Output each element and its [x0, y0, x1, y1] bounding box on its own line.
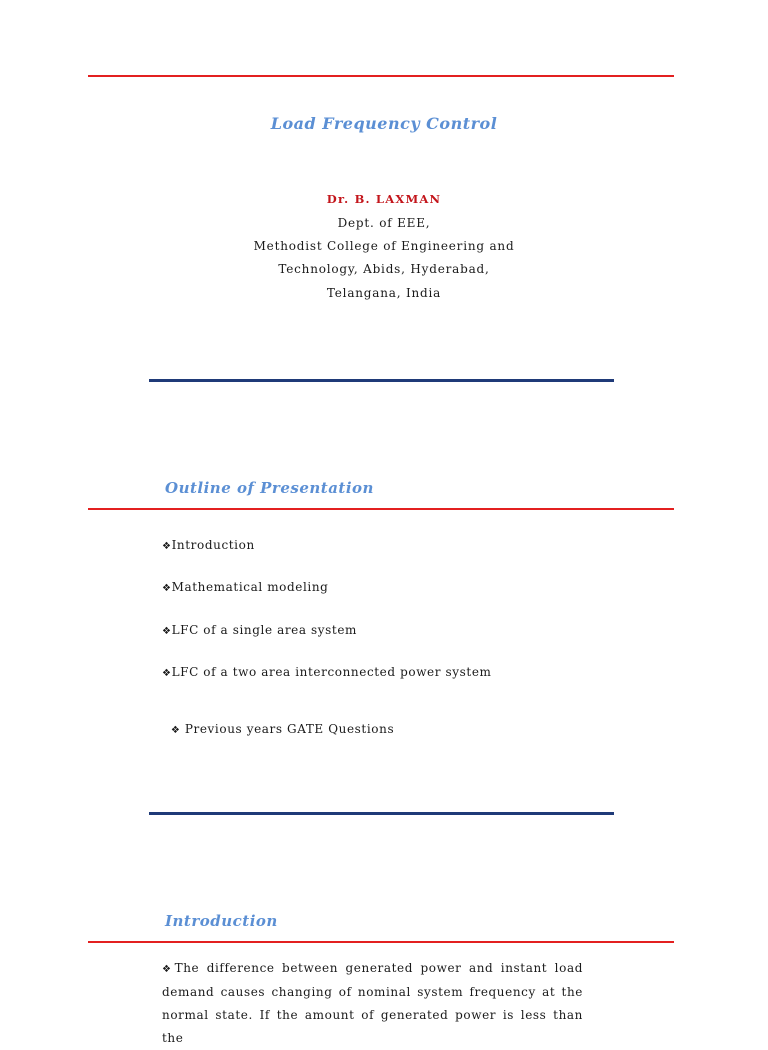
bullet-diamond-icon: ❖ [170, 725, 181, 736]
bullet-diamond-icon: ❖ [162, 668, 172, 679]
outline-item-label: LFC of a two area interconnected power system [171, 665, 492, 679]
bullet-diamond-icon: ❖ [162, 541, 172, 552]
affiliation-line-1: Dept. of EEE, [337, 216, 431, 230]
slide1-bottom-rule [149, 379, 614, 382]
outline-item-label: LFC of a single area system [171, 623, 358, 637]
slide2-bottom-rule [149, 812, 614, 815]
bullet-diamond-icon: ❖ [162, 964, 175, 975]
introduction-heading: Introduction [165, 912, 278, 930]
page-title: Load Frequency Control [270, 114, 498, 133]
outline-item-label: Mathematical modeling [171, 580, 329, 594]
outline-item-mathematical-modeling [162, 580, 328, 594]
outline-heading: Outline of Presentation [165, 479, 374, 497]
introduction-line-1: ❖The difference between generated power and instant load [162, 961, 583, 975]
bullet-diamond-icon: ❖ [162, 626, 172, 637]
outline-item-lfc-two-area [162, 665, 492, 679]
introduction-line-3: normal state. If the amount of generated power is less than the [162, 1008, 583, 1045]
bullet-diamond-icon: ❖ [162, 583, 172, 594]
slide1-top-rule [88, 75, 674, 77]
affiliation-line-4: Telangana, India [326, 286, 442, 300]
outline-item-introduction [162, 538, 255, 552]
slide3-top-rule [88, 941, 674, 943]
author-name: Dr. B. LAXMAN [326, 192, 442, 206]
introduction-paragraph [162, 957, 583, 1050]
introduction-line-2: demand causes changing of nominal system frequency at the [162, 985, 583, 999]
outline-item-lfc-single-area [162, 623, 357, 637]
slide2-top-rule [88, 508, 674, 510]
outline-item-label: Previous years GATE Questions [180, 722, 395, 736]
outline-item-label: Introduction [171, 538, 255, 552]
affiliation-line-3: Technology, Abids, Hyderabad, [278, 262, 490, 276]
outline-item-gate-questions [162, 708, 394, 736]
affiliation-line-2: Methodist College of Engineering and [253, 239, 515, 253]
